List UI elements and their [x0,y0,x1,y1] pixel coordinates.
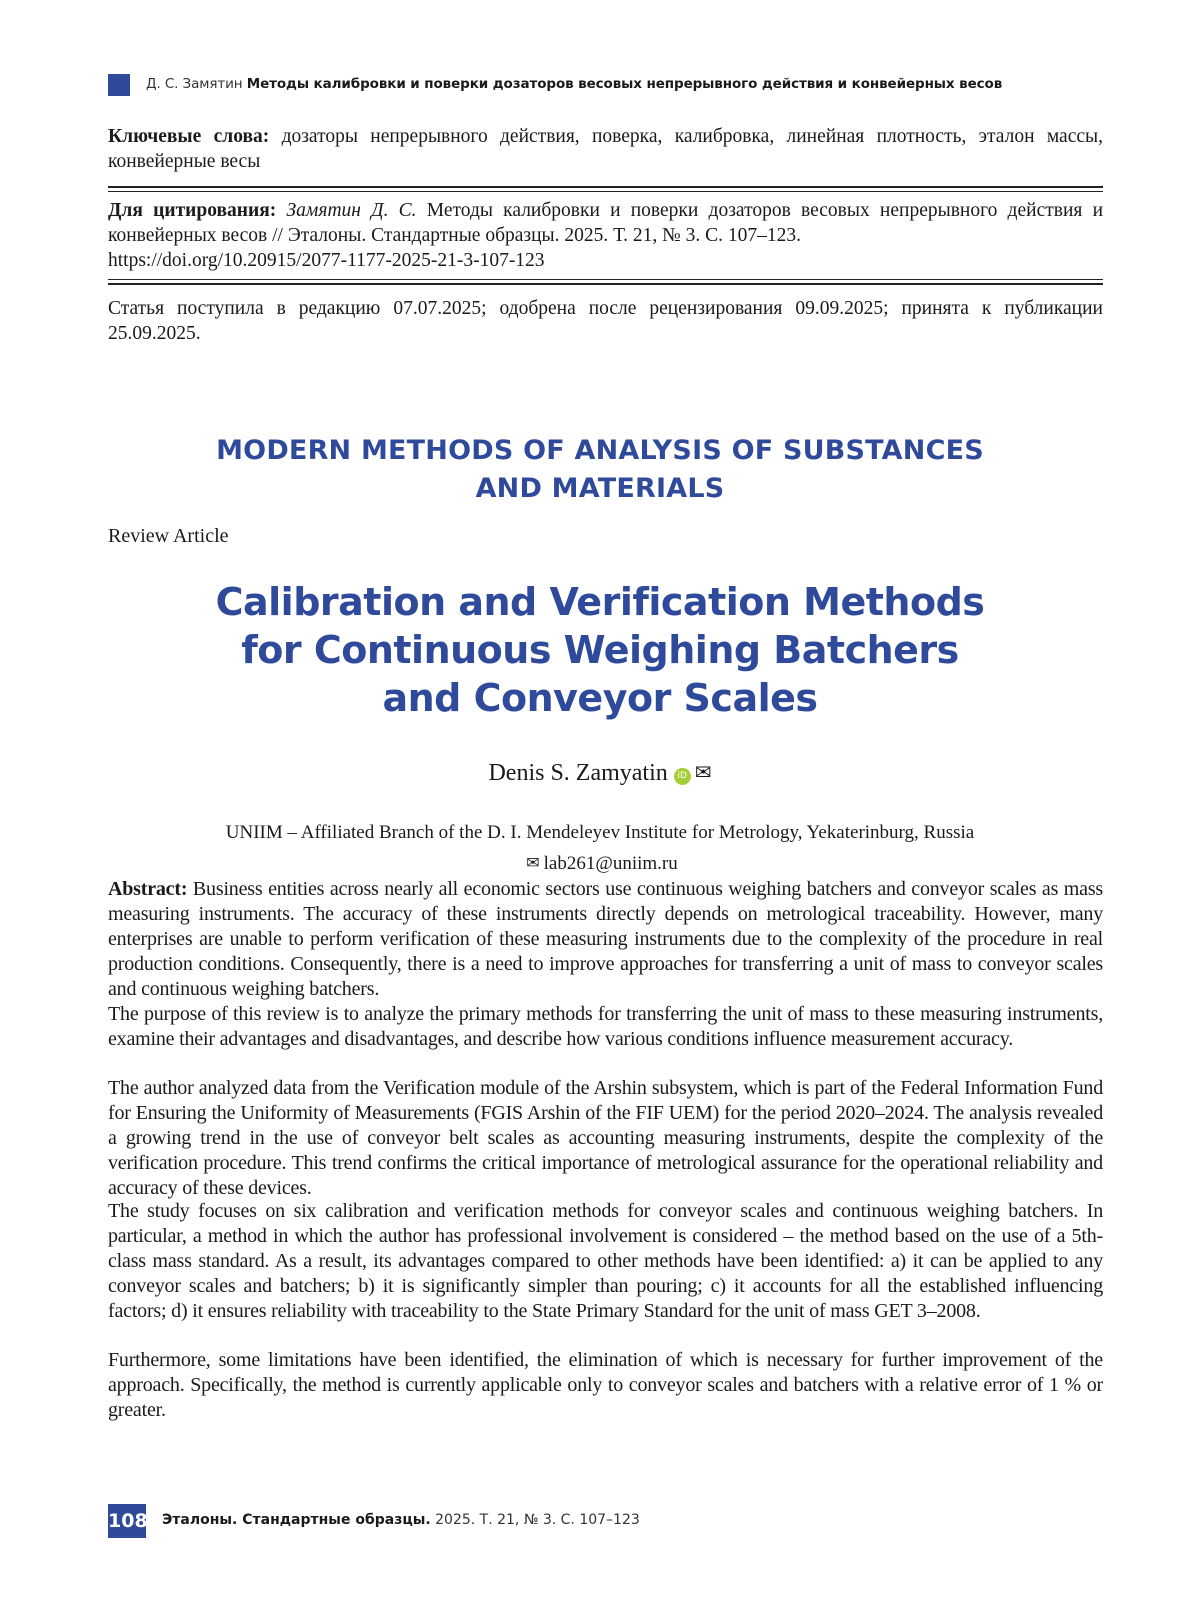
abstract-label: Abstract: [108,878,188,900]
rule-bottom [108,283,1103,285]
email-link[interactable]: lab261@uniim.ru [543,853,678,874]
abstract-paragraph-4: The study focuses on six calibration and verification methods for conveyor scales and continuous weighing batchers. In particular, a method in which the author has professional involvement is considered – the method based on the use of a 5th-class mass standard. As a result, its advantages compared to other methods have been identified: a) it can be applied to any conveyor scales and batchers; b) it is significantly simpler than pouring; c) it accounts for all the established influencing factors; d) it ensures reliability with traceability to the State Primary Standard for the unit of mass GET 3–2008. [108,1200,1103,1322]
citation-doi[interactable]: https://doi.org/10.20915/2077-1177-2025-21-3-107-123 [108,250,545,271]
rule-top [108,186,1103,188]
section-heading [150,432,1050,508]
section-heading-line1: MODERN METHODS OF ANALYSIS OF SUBSTANCES [216,435,984,466]
article-title [150,578,1050,722]
article-history: Статья поступила в редакцию 07.07.2025; одобрена после рецензирования 09.09.2025; принята к публикации 25.09.2025. [108,298,1103,344]
abstract-paragraph-3: The author analyzed data from the Verification module of the Arshin subsystem, which is part of the Federal Information Fund for Ensuring the Uniformity of Measurements (FGIS Arshin of the FIF UEM) for the period 2020–2024. The analysis revealed a growing trend in the use of conveyor belt scales as accounting measuring instruments, despite the complexity of the verification procedure. This trend confirms the critical importance of metrological assurance for the operational reliability and accuracy of these devices. [108,1077,1103,1199]
rule-top-thin [108,191,1103,192]
keywords-label: Ключевые слова: [108,126,270,147]
author-name: Denis S. Zamyatin [488,760,668,786]
section-heading-line2: AND MATERIALS [475,473,725,504]
abstract-p1-text: Business entities across nearly all economic sectors use continuous weighing batchers and conveyor scales as mass measuring instruments. The accuracy of these instruments directly depends on metrological traceability. However, many enterprises are unable to perform verification of these measuring instruments due to the complexity of the procedure in real production conditions. Consequently, there is a need to improve approaches for transferring a unit of mass to conveyor scales and continuous weighing batchers. [108,878,1103,1000]
abstract-paragraph-1 [108,877,1103,1002]
footer-journal: Эталоны. Стандартные образцы. [162,1512,431,1528]
orcid-icon[interactable]: iD [674,768,691,785]
citation-text: Методы калибровки и поверки дозаторов весовых непрерывного действия и конвейерных весов // Эталоны. Стандартные образцы. 2025. Т. 21, № 3. С. 107–123. [108,200,1104,246]
title-line3: and Conveyor Scales [382,676,818,720]
email-line [0,853,1200,875]
running-header [146,76,1002,92]
page-number: 108 [108,1504,146,1538]
title-line1: Calibration and Verification Methods [215,580,985,624]
running-header-title: Методы калибровки и поверки дозаторов весовых непрерывного действия и конвейерных весов [246,76,1003,92]
citation-label: Для цитирования: [108,200,277,221]
footer-issue: 2025. Т. 21, № 3. С. 107–123 [435,1512,640,1528]
footer-citation [162,1512,640,1528]
keywords [108,124,1103,174]
affiliation: UNIIM – Affiliated Branch of the D. I. Mendeleyev Institute for Metrology, Yekaterinburg, Russia [225,822,975,843]
running-header-author: Д. С. Замятин [146,76,243,92]
keywords-text: дозаторы непрерывного действия, поверка, калибровка, линейная плотность, эталон массы, конвейерные весы [108,126,1104,172]
rule-bottom-thin [108,279,1103,280]
abstract-paragraph-2: The purpose of this review is to analyze the primary methods for transferring the unit of mass to these measuring instruments, examine their advantages and disadvantages, and describe how various conditions influence measurement accuracy. [108,1003,1103,1050]
citation-author: Замятин Д. С. [286,200,417,221]
envelope-icon: ✉ [526,853,540,872]
header-marker [108,74,130,96]
abstract-paragraph-5: Furthermore, some limitations have been identified, the elimination of which is necessary for further improvement of the approach. Specifically, the method is currently applicable only to conveyor scales and batchers with a relative error of 1 % or greater. [108,1349,1103,1421]
article-type: Review Article [108,525,229,547]
citation [108,198,1103,273]
author-line [0,760,1200,787]
envelope-icon[interactable]: ✉ [694,760,712,784]
title-line2: for Continuous Weighing Batchers [241,628,959,672]
